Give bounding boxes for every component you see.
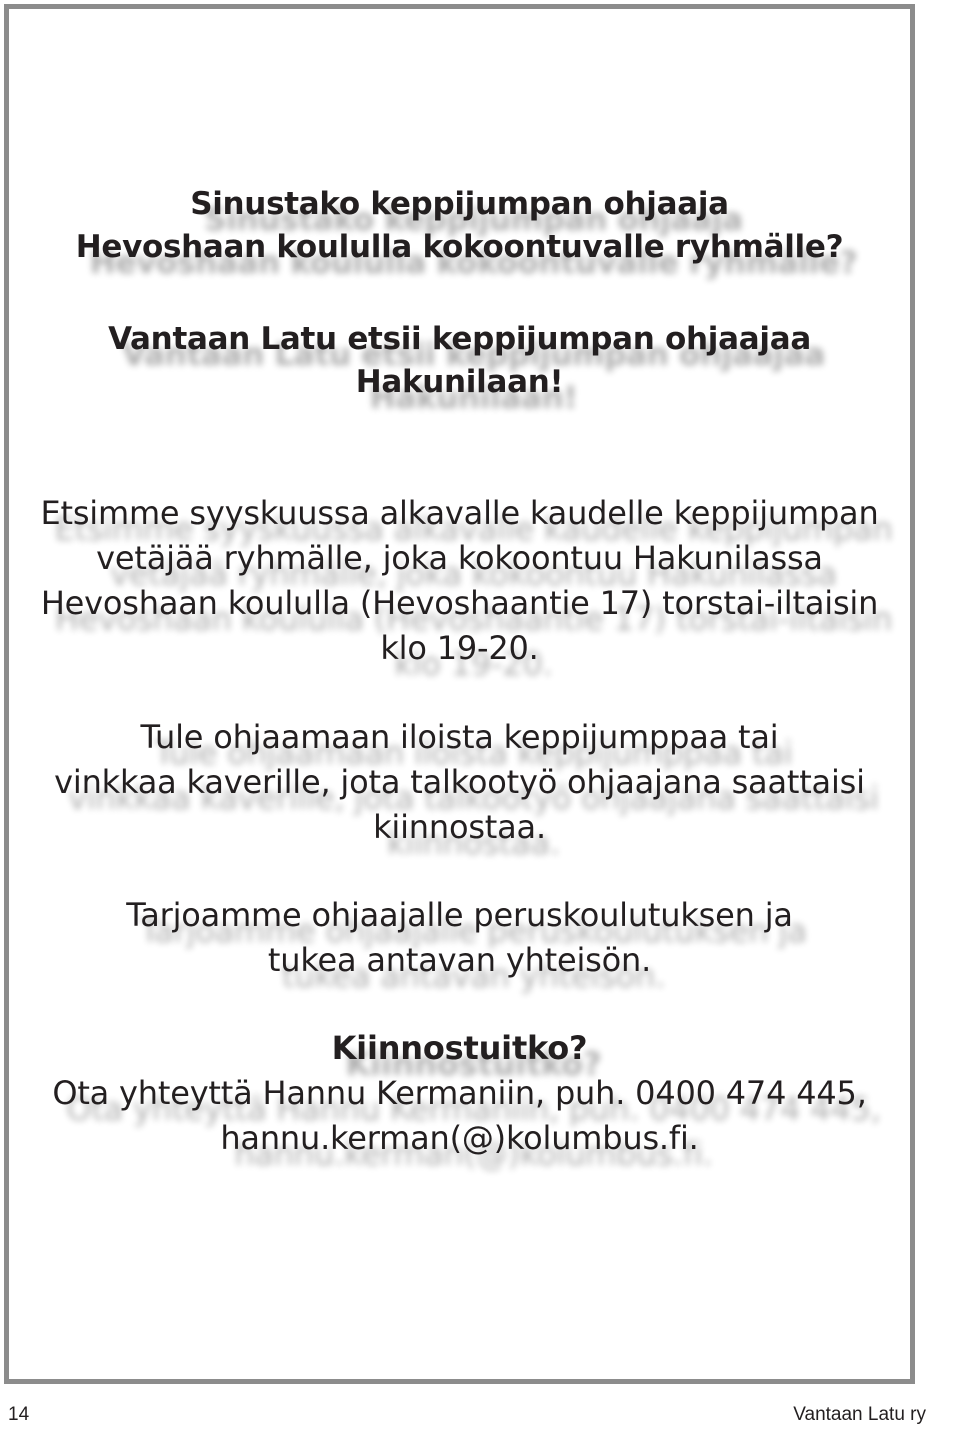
paragraph-line: Etsimme syyskuussa alkavalle kaudelle keppijumpan bbox=[40, 494, 879, 532]
announcement bbox=[9, 9, 910, 1379]
paragraph-line: klo 19-20. bbox=[380, 629, 539, 667]
subheadline-line-1: Vantaan Latu etsii keppijumpan ohjaajaa bbox=[108, 321, 811, 357]
paragraph-line: Tule ohjaamaan iloista keppijumppaa tai bbox=[140, 718, 779, 756]
subheadline-line-2: Hakunilaan! bbox=[355, 364, 564, 400]
page-number: 14 bbox=[8, 1404, 30, 1425]
headline-line-2: Hevoshaan koululla kokoontuvalle ryhmälle? bbox=[75, 229, 844, 265]
publisher-name: Vantaan Latu ry bbox=[793, 1404, 926, 1425]
paragraph-line: Hevoshaan koululla (Hevoshaantie 17) torstai-iltaisin bbox=[40, 584, 879, 622]
headline-line-1: Sinustako keppijumpan ohjaaja bbox=[190, 186, 729, 222]
contact-block bbox=[9, 1026, 910, 1161]
contact-phone-line: Ota yhteyttä Hannu Kermaniin, puh. 0400 474 445, bbox=[52, 1074, 867, 1112]
paragraph-offer bbox=[9, 893, 910, 983]
headline bbox=[9, 183, 910, 269]
contact-question: Kiinnostuitko? bbox=[331, 1029, 588, 1067]
paragraph-line: Tarjoamme ohjaajalle peruskoulutuksen ja bbox=[126, 896, 793, 934]
paragraph-line: vetäjää ryhmälle, joka kokoontuu Hakunilassa bbox=[96, 539, 823, 577]
paragraph-invitation bbox=[9, 491, 910, 671]
paragraph-line: vinkkaa kaverille, jota talkootyö ohjaajana saattaisi bbox=[54, 763, 865, 801]
paragraph-call-to-action bbox=[9, 715, 910, 850]
contact-email-line: hannu.kerman(@)kolumbus.fi. bbox=[220, 1119, 699, 1157]
paragraph-line: tukea antavan yhteisön. bbox=[267, 941, 652, 979]
subheadline bbox=[9, 318, 910, 404]
paragraph-line: kiinnostaa. bbox=[373, 808, 546, 846]
